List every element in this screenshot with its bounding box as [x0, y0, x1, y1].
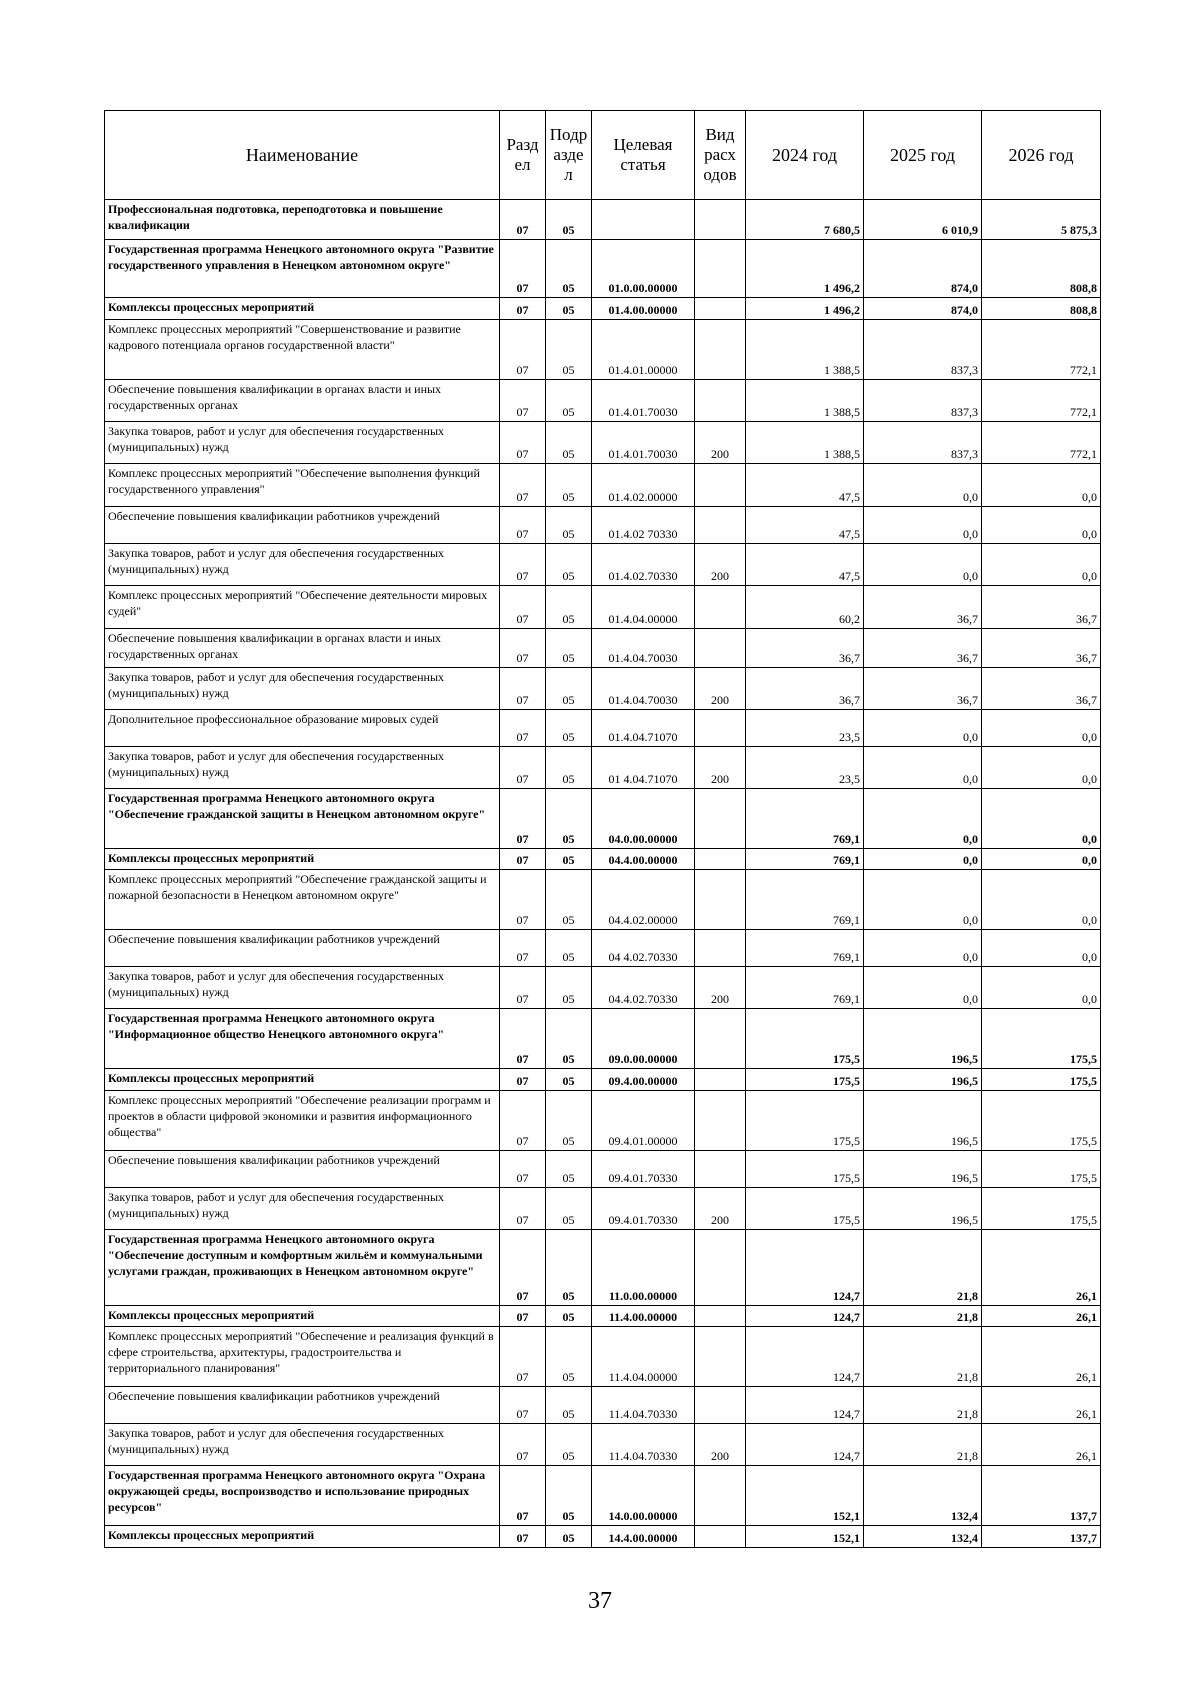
cell-name: Комплекс процессных мероприятий "Обеспечение выполнения функций государственного управления": [105, 464, 500, 507]
cell-2026: 137,7: [982, 1526, 1101, 1548]
cell-expense-type: [695, 1387, 746, 1424]
cell-name: Комплексы процессных мероприятий: [105, 298, 500, 320]
table-row: [105, 967, 1101, 1009]
cell-2024: 1 496,2: [746, 298, 864, 320]
cell-expense-type: [695, 1526, 746, 1548]
cell-2025: 196,5: [864, 1188, 982, 1230]
table-row: [105, 629, 1101, 668]
header-subsection: Подр азде л: [546, 111, 592, 200]
cell-name: Закупка товаров, работ и услуг для обеспечения государственных (муниципальных) нужд: [105, 967, 500, 1009]
cell-2025: 0,0: [864, 849, 982, 870]
cell-2024: 175,5: [746, 1009, 864, 1069]
table-row: [105, 1188, 1101, 1230]
cell-expense-type: 200: [695, 544, 746, 586]
cell-2024: 152,1: [746, 1526, 864, 1548]
table-row: [105, 464, 1101, 507]
page-number: 37: [588, 1588, 612, 1614]
cell-2025: 36,7: [864, 629, 982, 668]
cell-2026: 175,5: [982, 1069, 1101, 1091]
cell-2025: 196,5: [864, 1151, 982, 1188]
cell-section: 07: [500, 1091, 546, 1151]
cell-expense-type: [695, 849, 746, 870]
cell-target-article: 14.4.00.00000: [592, 1526, 695, 1548]
cell-2026: 26,1: [982, 1387, 1101, 1424]
cell-2025: 36,7: [864, 586, 982, 629]
cell-target-article: 11.0.00.00000: [592, 1230, 695, 1306]
cell-2025: 132,4: [864, 1526, 982, 1548]
cell-subsection: 05: [546, 586, 592, 629]
cell-2025: 837,3: [864, 320, 982, 380]
cell-2024: 769,1: [746, 849, 864, 870]
cell-2025: 6 010,9: [864, 200, 982, 240]
cell-2024: 23,5: [746, 710, 864, 747]
cell-target-article: 01 4.04.71070: [592, 747, 695, 789]
cell-name: Государственная программа Ненецкого автономного округа "Охрана окружающей среды, воспроизводство и использование природных ресурсов": [105, 1466, 500, 1526]
cell-section: 07: [500, 200, 546, 240]
header-section: Разд ел: [500, 111, 546, 200]
cell-subsection: 05: [546, 1466, 592, 1526]
cell-section: 07: [500, 710, 546, 747]
cell-name: Закупка товаров, работ и услуг для обеспечения государственных (муниципальных) нужд: [105, 668, 500, 710]
cell-expense-type: [695, 930, 746, 967]
cell-subsection: 05: [546, 464, 592, 507]
cell-2026: 808,8: [982, 240, 1101, 298]
cell-name: Государственная программа Ненецкого автономного округа "Обеспечение доступным и комфортным жильём и коммунальными услугами граждан, проживающих в Ненецком автономном округе": [105, 1230, 500, 1306]
cell-2025: 874,0: [864, 298, 982, 320]
table-header-row: [105, 111, 1101, 200]
cell-name: Закупка товаров, работ и услуг для обеспечения государственных (муниципальных) нужд: [105, 544, 500, 586]
cell-2025: 21,8: [864, 1387, 982, 1424]
cell-name: Обеспечение повышения квалификации работников учреждений: [105, 1151, 500, 1188]
cell-target-article: 01.0.00.00000: [592, 240, 695, 298]
cell-expense-type: 200: [695, 967, 746, 1009]
cell-name: Комплексы процессных мероприятий: [105, 1069, 500, 1091]
cell-2026: 0,0: [982, 747, 1101, 789]
table-body: [105, 200, 1101, 1548]
cell-name: Закупка товаров, работ и услуг для обеспечения государственных (муниципальных) нужд: [105, 1188, 500, 1230]
table-row: [105, 1466, 1101, 1526]
cell-expense-type: [695, 240, 746, 298]
cell-2025: 0,0: [864, 464, 982, 507]
cell-2026: 0,0: [982, 967, 1101, 1009]
cell-2025: 196,5: [864, 1091, 982, 1151]
table-row: [105, 668, 1101, 710]
cell-2026: 5 875,3: [982, 200, 1101, 240]
cell-name: Комплексы процессных мероприятий: [105, 1306, 500, 1327]
cell-2025: 196,5: [864, 1069, 982, 1091]
cell-section: 07: [500, 1069, 546, 1091]
cell-subsection: 05: [546, 1009, 592, 1069]
cell-2024: 23,5: [746, 747, 864, 789]
cell-section: 07: [500, 930, 546, 967]
cell-2025: 132,4: [864, 1466, 982, 1526]
cell-subsection: 05: [546, 789, 592, 849]
cell-expense-type: [695, 1069, 746, 1091]
cell-2026: 0,0: [982, 870, 1101, 930]
cell-target-article: 01.4.04.70030: [592, 629, 695, 668]
cell-expense-type: [695, 586, 746, 629]
cell-2024: 1 496,2: [746, 240, 864, 298]
cell-subsection: 05: [546, 298, 592, 320]
cell-2026: 26,1: [982, 1230, 1101, 1306]
cell-subsection: 05: [546, 967, 592, 1009]
table-row: [105, 1306, 1101, 1327]
cell-expense-type: [695, 298, 746, 320]
cell-2025: 837,3: [864, 422, 982, 464]
cell-target-article: 04.4.00.00000: [592, 849, 695, 870]
cell-target-article: 01.4.00.00000: [592, 298, 695, 320]
cell-2024: 175,5: [746, 1188, 864, 1230]
cell-target-article: 01.4.02 70330: [592, 507, 695, 544]
cell-target-article: 09.4.01.70330: [592, 1188, 695, 1230]
cell-2025: 0,0: [864, 930, 982, 967]
table-row: [105, 1230, 1101, 1306]
table-row: [105, 710, 1101, 747]
cell-section: 07: [500, 1306, 546, 1327]
cell-expense-type: [695, 320, 746, 380]
table-row: [105, 789, 1101, 849]
cell-section: 07: [500, 668, 546, 710]
cell-target-article: 09.4.01.00000: [592, 1091, 695, 1151]
cell-subsection: 05: [546, 1526, 592, 1548]
cell-2024: 769,1: [746, 789, 864, 849]
table-row: [105, 298, 1101, 320]
header-name: Наименование: [105, 111, 500, 200]
cell-target-article: 04.4.02.00000: [592, 870, 695, 930]
cell-expense-type: [695, 710, 746, 747]
cell-expense-type: 200: [695, 668, 746, 710]
cell-2025: 196,5: [864, 1009, 982, 1069]
cell-target-article: 04.4.02.70330: [592, 967, 695, 1009]
cell-name: Обеспечение повышения квалификации работников учреждений: [105, 930, 500, 967]
cell-subsection: 05: [546, 1188, 592, 1230]
table-row: [105, 1387, 1101, 1424]
cell-section: 07: [500, 747, 546, 789]
cell-section: 07: [500, 380, 546, 422]
table-row: [105, 1526, 1101, 1548]
cell-section: 07: [500, 870, 546, 930]
cell-2026: 0,0: [982, 507, 1101, 544]
table-row: [105, 1151, 1101, 1188]
cell-section: 07: [500, 320, 546, 380]
cell-2024: 769,1: [746, 967, 864, 1009]
cell-expense-type: [695, 200, 746, 240]
cell-2024: 124,7: [746, 1306, 864, 1327]
cell-subsection: 05: [546, 710, 592, 747]
cell-2026: 772,1: [982, 422, 1101, 464]
cell-subsection: 05: [546, 380, 592, 422]
cell-subsection: 05: [546, 629, 592, 668]
cell-name: Дополнительное профессиональное образование мировых судей: [105, 710, 500, 747]
budget-table: [104, 110, 1101, 1548]
cell-2026: 175,5: [982, 1091, 1101, 1151]
cell-2024: 769,1: [746, 930, 864, 967]
cell-expense-type: 200: [695, 1424, 746, 1466]
cell-2026: 0,0: [982, 930, 1101, 967]
cell-subsection: 05: [546, 930, 592, 967]
table-row: [105, 380, 1101, 422]
cell-2024: 175,5: [746, 1091, 864, 1151]
cell-2024: 36,7: [746, 668, 864, 710]
cell-section: 07: [500, 1151, 546, 1188]
cell-section: 07: [500, 422, 546, 464]
cell-subsection: 05: [546, 747, 592, 789]
cell-name: Комплекс процессных мероприятий "Обеспечение и реализация функций в сфере строительства, архитектуры, градостроительства и территориального планирования": [105, 1327, 500, 1387]
cell-2024: 175,5: [746, 1069, 864, 1091]
cell-2025: 21,8: [864, 1230, 982, 1306]
cell-2025: 36,7: [864, 668, 982, 710]
cell-subsection: 05: [546, 1387, 592, 1424]
cell-2025: 0,0: [864, 710, 982, 747]
table-row: [105, 1009, 1101, 1069]
cell-expense-type: [695, 1230, 746, 1306]
cell-expense-type: [695, 789, 746, 849]
cell-subsection: 05: [546, 1306, 592, 1327]
cell-2026: 175,5: [982, 1151, 1101, 1188]
table-row: [105, 849, 1101, 870]
cell-2026: 0,0: [982, 710, 1101, 747]
table-row: [105, 422, 1101, 464]
cell-name: Комплекс процессных мероприятий "Обеспечение деятельности мировых судей": [105, 586, 500, 629]
cell-2026: 175,5: [982, 1009, 1101, 1069]
cell-subsection: 05: [546, 668, 592, 710]
cell-expense-type: [695, 1091, 746, 1151]
table-row: [105, 1091, 1101, 1151]
cell-subsection: 05: [546, 507, 592, 544]
cell-name: Профессиональная подготовка, переподготовка и повышение квалификации: [105, 200, 500, 240]
cell-expense-type: [695, 1009, 746, 1069]
cell-2026: 772,1: [982, 320, 1101, 380]
cell-section: 07: [500, 1466, 546, 1526]
cell-section: 07: [500, 1424, 546, 1466]
cell-subsection: 05: [546, 849, 592, 870]
cell-2026: 0,0: [982, 544, 1101, 586]
cell-target-article: 14.0.00.00000: [592, 1466, 695, 1526]
cell-2024: 175,5: [746, 1151, 864, 1188]
cell-target-article: 04 4.02.70330: [592, 930, 695, 967]
cell-2025: 837,3: [864, 380, 982, 422]
cell-2026: 0,0: [982, 789, 1101, 849]
cell-expense-type: [695, 380, 746, 422]
cell-2024: 1 388,5: [746, 422, 864, 464]
cell-target-article: 09.4.00.00000: [592, 1069, 695, 1091]
cell-target-article: 11.4.00.00000: [592, 1306, 695, 1327]
cell-2024: 7 680,5: [746, 200, 864, 240]
cell-2024: 124,7: [746, 1387, 864, 1424]
cell-2026: 26,1: [982, 1306, 1101, 1327]
cell-subsection: 05: [546, 422, 592, 464]
cell-subsection: 05: [546, 320, 592, 380]
cell-target-article: 01.4.04.70030: [592, 668, 695, 710]
cell-target-article: 01.4.01.00000: [592, 320, 695, 380]
cell-2026: 0,0: [982, 849, 1101, 870]
cell-section: 07: [500, 849, 546, 870]
cell-2026: 808,8: [982, 298, 1101, 320]
header-target-article: Целевая статья: [592, 111, 695, 200]
cell-target-article: 01.4.04.00000: [592, 586, 695, 629]
cell-section: 07: [500, 1387, 546, 1424]
cell-expense-type: [695, 464, 746, 507]
cell-2024: 1 388,5: [746, 380, 864, 422]
cell-name: Комплексы процессных мероприятий: [105, 1526, 500, 1548]
cell-section: 07: [500, 1526, 546, 1548]
cell-2026: 36,7: [982, 586, 1101, 629]
cell-2024: 769,1: [746, 870, 864, 930]
cell-subsection: 05: [546, 544, 592, 586]
cell-subsection: 05: [546, 1069, 592, 1091]
cell-expense-type: 200: [695, 747, 746, 789]
cell-2025: 0,0: [864, 544, 982, 586]
cell-2024: 124,7: [746, 1230, 864, 1306]
cell-2026: 26,1: [982, 1424, 1101, 1466]
cell-expense-type: [695, 1327, 746, 1387]
cell-2024: 152,1: [746, 1466, 864, 1526]
cell-subsection: 05: [546, 1151, 592, 1188]
cell-name: Комплекс процессных мероприятий "Совершенствование и развитие кадрового потенциала органов государственной власти": [105, 320, 500, 380]
cell-target-article: 09.4.01.70330: [592, 1151, 695, 1188]
cell-2025: 21,8: [864, 1306, 982, 1327]
cell-2024: 60,2: [746, 586, 864, 629]
cell-target-article: 01.4.02.70330: [592, 544, 695, 586]
cell-section: 07: [500, 298, 546, 320]
cell-2024: 124,7: [746, 1424, 864, 1466]
cell-name: Комплексы процессных мероприятий: [105, 849, 500, 870]
cell-2025: 21,8: [864, 1424, 982, 1466]
table-row: [105, 1424, 1101, 1466]
cell-section: 07: [500, 967, 546, 1009]
cell-subsection: 05: [546, 200, 592, 240]
table-row: [105, 870, 1101, 930]
cell-2026: 772,1: [982, 380, 1101, 422]
cell-2024: 47,5: [746, 464, 864, 507]
cell-expense-type: [695, 870, 746, 930]
table-row: [105, 507, 1101, 544]
cell-name: Закупка товаров, работ и услуг для обеспечения государственных (муниципальных) нужд: [105, 747, 500, 789]
table-row: [105, 240, 1101, 298]
cell-subsection: 05: [546, 1091, 592, 1151]
cell-section: 07: [500, 789, 546, 849]
cell-subsection: 05: [546, 240, 592, 298]
table-row: [105, 544, 1101, 586]
cell-section: 07: [500, 240, 546, 298]
table-row: [105, 586, 1101, 629]
cell-2025: 0,0: [864, 507, 982, 544]
cell-name: Государственная программа Ненецкого автономного округа "Обеспечение гражданской защиты в Ненецком автономном округе": [105, 789, 500, 849]
cell-name: Комплекс процессных мероприятий "Обеспечение реализации программ и проектов в области цифровой экономики и развития информационного общества": [105, 1091, 500, 1151]
cell-target-article: 04.0.00.00000: [592, 789, 695, 849]
cell-target-article: 01.4.01.70030: [592, 422, 695, 464]
cell-name: Государственная программа Ненецкого автономного округа "Информационное общество Ненецкого автономного округа": [105, 1009, 500, 1069]
cell-2026: 36,7: [982, 668, 1101, 710]
cell-2026: 26,1: [982, 1327, 1101, 1387]
cell-expense-type: [695, 507, 746, 544]
cell-target-article: 09.0.00.00000: [592, 1009, 695, 1069]
cell-2024: 1 388,5: [746, 320, 864, 380]
cell-2025: 0,0: [864, 967, 982, 1009]
cell-section: 07: [500, 464, 546, 507]
table-row: [105, 1327, 1101, 1387]
cell-target-article: 11.4.04.70330: [592, 1424, 695, 1466]
cell-name: Обеспечение повышения квалификации в органах власти и иных государственных органах: [105, 629, 500, 668]
cell-name: Обеспечение повышения квалификации работников учреждений: [105, 507, 500, 544]
cell-name: Закупка товаров, работ и услуг для обеспечения государственных (муниципальных) нужд: [105, 1424, 500, 1466]
cell-subsection: 05: [546, 1424, 592, 1466]
cell-2026: 175,5: [982, 1188, 1101, 1230]
cell-name: Обеспечение повышения квалификации работников учреждений: [105, 1387, 500, 1424]
cell-2025: 874,0: [864, 240, 982, 298]
header-2024: 2024 год: [746, 111, 864, 200]
cell-2024: 124,7: [746, 1327, 864, 1387]
cell-section: 07: [500, 1327, 546, 1387]
cell-subsection: 05: [546, 870, 592, 930]
cell-section: 07: [500, 1188, 546, 1230]
cell-name: Комплекс процессных мероприятий "Обеспечение гражданской защиты и пожарной безопасности в Ненецком автономном округе": [105, 870, 500, 930]
cell-expense-type: [695, 629, 746, 668]
cell-expense-type: [695, 1306, 746, 1327]
cell-2026: 0,0: [982, 464, 1101, 507]
cell-2026: 36,7: [982, 629, 1101, 668]
cell-expense-type: [695, 1466, 746, 1526]
cell-2025: 0,0: [864, 870, 982, 930]
cell-target-article: 01.4.04.71070: [592, 710, 695, 747]
cell-section: 07: [500, 544, 546, 586]
cell-2024: 47,5: [746, 544, 864, 586]
cell-2025: 0,0: [864, 789, 982, 849]
header-2026: 2026 год: [982, 111, 1101, 200]
cell-name: Закупка товаров, работ и услуг для обеспечения государственных (муниципальных) нужд: [105, 422, 500, 464]
table-row: [105, 1069, 1101, 1091]
cell-section: 07: [500, 586, 546, 629]
cell-name: Государственная программа Ненецкого автономного округа "Развитие государственного управления в Ненецком автономном округе": [105, 240, 500, 298]
cell-target-article: [592, 200, 695, 240]
cell-target-article: 11.4.04.70330: [592, 1387, 695, 1424]
cell-target-article: 01.4.01.70030: [592, 380, 695, 422]
cell-target-article: 01.4.02.00000: [592, 464, 695, 507]
cell-2025: 21,8: [864, 1327, 982, 1387]
table-row: [105, 930, 1101, 967]
cell-2024: 47,5: [746, 507, 864, 544]
cell-target-article: 11.4.04.00000: [592, 1327, 695, 1387]
cell-section: 07: [500, 1230, 546, 1306]
cell-name: Обеспечение повышения квалификации в органах власти и иных государственных органах: [105, 380, 500, 422]
cell-2024: 36,7: [746, 629, 864, 668]
cell-expense-type: [695, 1151, 746, 1188]
cell-section: 07: [500, 1009, 546, 1069]
cell-section: 07: [500, 507, 546, 544]
cell-expense-type: 200: [695, 1188, 746, 1230]
cell-2026: 137,7: [982, 1466, 1101, 1526]
cell-section: 07: [500, 629, 546, 668]
table-row: [105, 320, 1101, 380]
table-row: [105, 747, 1101, 789]
header-expense-type: Вид расх одов: [695, 111, 746, 200]
cell-2025: 0,0: [864, 747, 982, 789]
header-2025: 2025 год: [864, 111, 982, 200]
cell-subsection: 05: [546, 1327, 592, 1387]
cell-subsection: 05: [546, 1230, 592, 1306]
table-row: [105, 200, 1101, 240]
cell-expense-type: 200: [695, 422, 746, 464]
